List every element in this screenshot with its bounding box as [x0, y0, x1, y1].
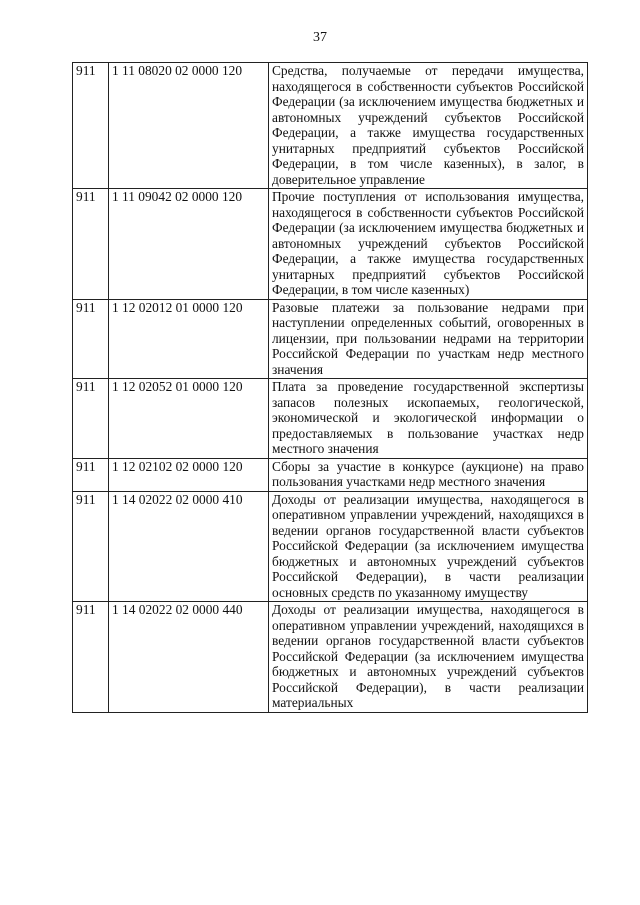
table-row: [73, 299, 588, 379]
description-cell: Прочие поступления от использования имущества, находящегося в собственности субъектов Российской Федерации (за исключением имущества бюджетных и автономных учреждений субъектов Российской Федерации, а также имущества государственных унитарных предприятий субъектов Российской Федерации, в том числе казенных): [269, 189, 588, 300]
page-number: 37: [313, 30, 327, 45]
description-cell: Доходы от реализации имущества, находящегося в оперативном управлении учреждений, находящихся в ведении органов государственной власти субъектов Российской Федерации (за исключением имущества бюджетных и автономных учреждений субъектов Российской Федерации), в части реализации основных средств по указанному имуществу: [269, 491, 588, 602]
table-row: [73, 491, 588, 602]
description-cell: Плата за проведение государственной экспертизы запасов полезных ископаемых, геологической, экономической и экологической информации о предоставляемых в пользование участках недр местного значения: [269, 379, 588, 459]
budget-code-cell: 1 14 02022 02 0000 440: [109, 602, 269, 713]
description-cell: Доходы от реализации имущества, находящегося в оперативном управлении учреждений, находящихся в ведении органов государственной власти субъектов Российской Федерации (за исключением имущества бюджетных и автономных учреждений субъектов Российской Федерации), в части реализации материальных: [269, 602, 588, 713]
budget-code-cell: 1 12 02012 01 0000 120: [109, 299, 269, 379]
budget-code-cell: 1 12 02052 01 0000 120: [109, 379, 269, 459]
admin-code-cell: 911: [73, 458, 109, 491]
admin-code-cell: 911: [73, 491, 109, 602]
budget-code-cell: 1 11 08020 02 0000 120: [109, 63, 269, 189]
revenue-codes-table: [72, 62, 588, 713]
admin-code-cell: 911: [73, 189, 109, 300]
admin-code-cell: 911: [73, 379, 109, 459]
description-cell: Сборы за участие в конкурсе (аукционе) на право пользования участками недр местного значения: [269, 458, 588, 491]
table-row: [73, 189, 588, 300]
table-row: [73, 379, 588, 459]
description-cell: Разовые платежи за пользование недрами при наступлении определенных событий, оговоренных в лицензии, при пользовании недрами на территории Российской Федерации по участкам недр местного значения: [269, 299, 588, 379]
table-row: [73, 63, 588, 189]
admin-code-cell: 911: [73, 602, 109, 713]
admin-code-cell: 911: [73, 299, 109, 379]
admin-code-cell: 911: [73, 63, 109, 189]
table-row: [73, 458, 588, 491]
budget-code-cell: 1 14 02022 02 0000 410: [109, 491, 269, 602]
table-row: [73, 602, 588, 713]
description-cell: Средства, получаемые от передачи имущества, находящегося в собственности субъектов Российской Федерации (за исключением имущества бюджетных и автономных учреждений субъектов Российской Федерации, а также имущества государственных унитарных предприятий субъектов Российской Федерации, в том числе казенных), в залог, в доверительное управление: [269, 63, 588, 189]
budget-code-cell: 1 11 09042 02 0000 120: [109, 189, 269, 300]
budget-code-cell: 1 12 02102 02 0000 120: [109, 458, 269, 491]
